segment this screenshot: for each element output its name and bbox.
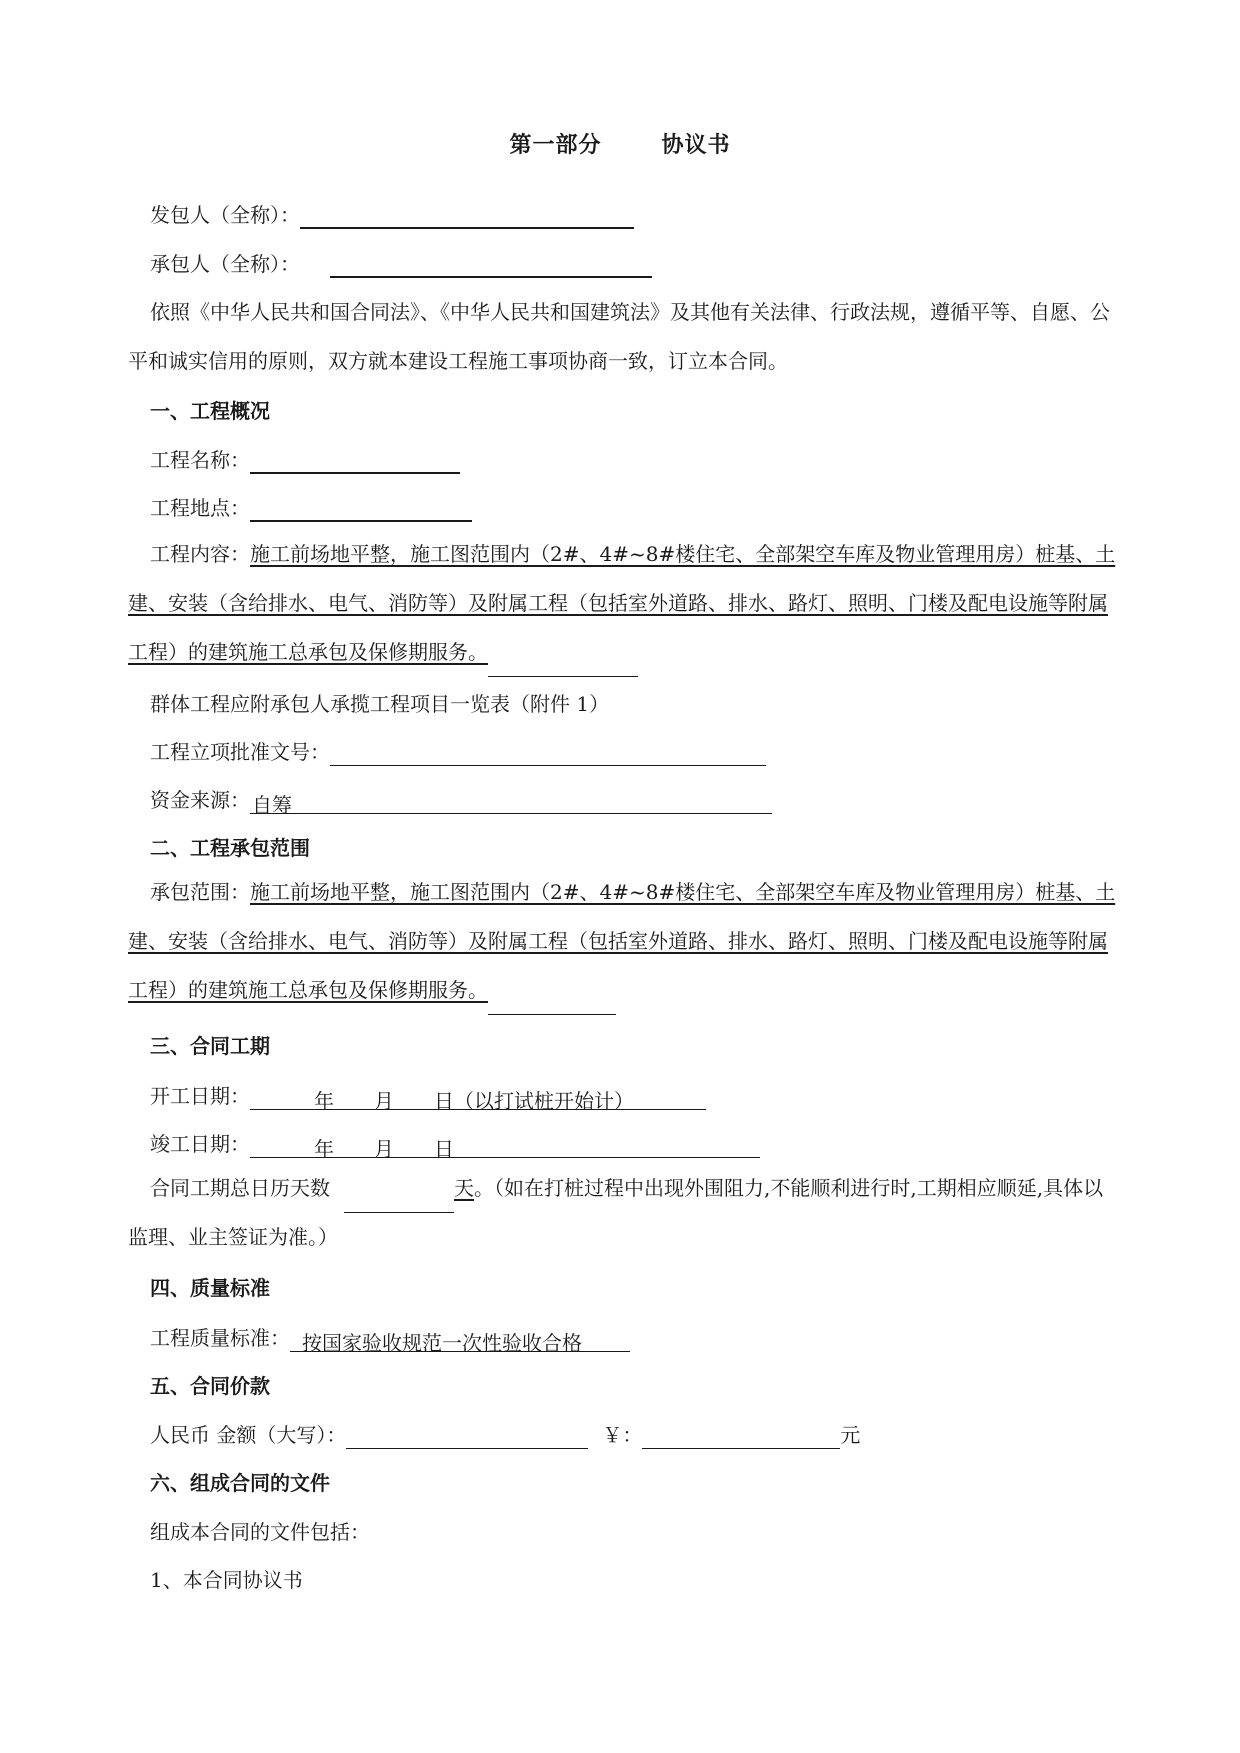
fund-source-field[interactable]: 自筹 [250,791,772,814]
employer-name-field[interactable] [300,205,634,229]
page-title [0,128,1240,159]
project-content-paragraph: 工程内容：施工前场地平整，施工图范围内（2#、4#~8#楼住宅、全部架空车库及物业管理用房）桩基、土建、安装（含给排水、电气、消防等）及附属工程（包括室外道路、排水、路灯、照明、门楼及配电设施等附属工程）的建筑施工总承包及保修期服务。 [128,530,1122,677]
scope-paragraph: 承包范围：施工前场地平整，施工图范围内（2#、4#~8#楼住宅、全部架空车库及物业管理用房）桩基、土建、安装（含给排水、电气、消防等）及附属工程（包括室外道路、排水、路灯、照明、门楼及配电设施等附属工程）的建筑施工总承包及保修期服务。 [128,868,1122,1015]
contractor-name-field[interactable] [330,254,652,278]
total-days-paragraph: 合同工期总日历天数 天。（如在打桩过程中出现外围阻力,不能顺利进行时,工期相应顺延,具体以监理、业主签证为准。） [128,1176,1104,1249]
total-days-field[interactable] [344,1190,454,1213]
scope-value: 施工前场地平整，施工图范围内（2#、4#~8#楼住宅、全部架空车库及物业管理用房）桩基、土建、安装（含给排水、电气、消防等）及附属工程（包括室外道路、排水、路灯、照明、门楼及配电设施等附属工程）的建筑施工总承包及保修期服务。 [128,880,1116,1002]
start-date-field[interactable]: 年 月 日（以打试桩开始计） [250,1087,706,1110]
amount-words-field[interactable] [346,1426,588,1449]
group-note-line: 群体工程应附承包人承揽工程项目一览表（附件 1） [150,692,610,716]
project-location-line: 工程地点： [150,494,472,522]
documents-intro: 组成本合同的文件包括： [150,1520,370,1544]
section2-heading: 二、工程承包范围 [150,836,310,860]
approval-number-field[interactable] [330,743,766,766]
intro-paragraph: 依照《中华人民共和国合同法》、《中华人民共和国建筑法》及其他有关法律、行政法规，遵循平等、自愿、公平和诚实信用的原则，双方就本建设工程施工事项协商一致，订立本合同。 [128,300,1110,373]
amount-figures-field[interactable] [642,1426,840,1449]
contractor-label: 承包人（全称）： [150,252,300,276]
documents-item-1: 1、本合同协议书 [150,1568,303,1592]
contractor-line [150,250,652,278]
employer-label: 发包人（全称）： [150,203,300,227]
end-date-line: 竣工日期： 年 月 日 [150,1130,760,1158]
section4-heading: 四、质量标准 [150,1276,270,1300]
employer-line [150,201,634,229]
amount-line: 人民币 金额（大写）： ￥： 元 [150,1423,861,1447]
project-content-value: 施工前场地平整，施工图范围内（2#、4#~8#楼住宅、全部架空车库及物业管理用房）桩基、土建、安装（含给排水、电气、消防等）及附属工程（包括室外道路、排水、路灯、照明、门楼及配电设施等附属工程）的建筑施工总承包及保修期服务。 [128,542,1116,664]
project-name-line: 工程名称： [150,446,460,474]
start-date-line: 开工日期： 年 月 日（以打试桩开始计） [150,1082,706,1110]
section5-heading: 五、合同价款 [150,1374,270,1398]
end-date-field[interactable]: 年 月 日 [250,1135,760,1158]
title-part: 第一部分 [509,133,602,158]
title-name: 协议书 [661,133,731,158]
quality-line: 工程质量标准： 按国家验收规范一次性验收合格 [150,1324,630,1352]
section6-heading: 六、组成合同的文件 [150,1471,330,1495]
quality-standard-field[interactable]: 按国家验收规范一次性验收合格 [290,1329,630,1352]
section1-heading: 一、工程概况 [150,399,270,423]
project-location-field[interactable] [250,498,472,522]
fund-line: 资金来源： 自筹 [150,786,772,814]
project-name-field[interactable] [250,450,460,474]
section3-heading: 三、合同工期 [150,1034,270,1058]
approval-line: 工程立项批准文号： [150,738,766,766]
